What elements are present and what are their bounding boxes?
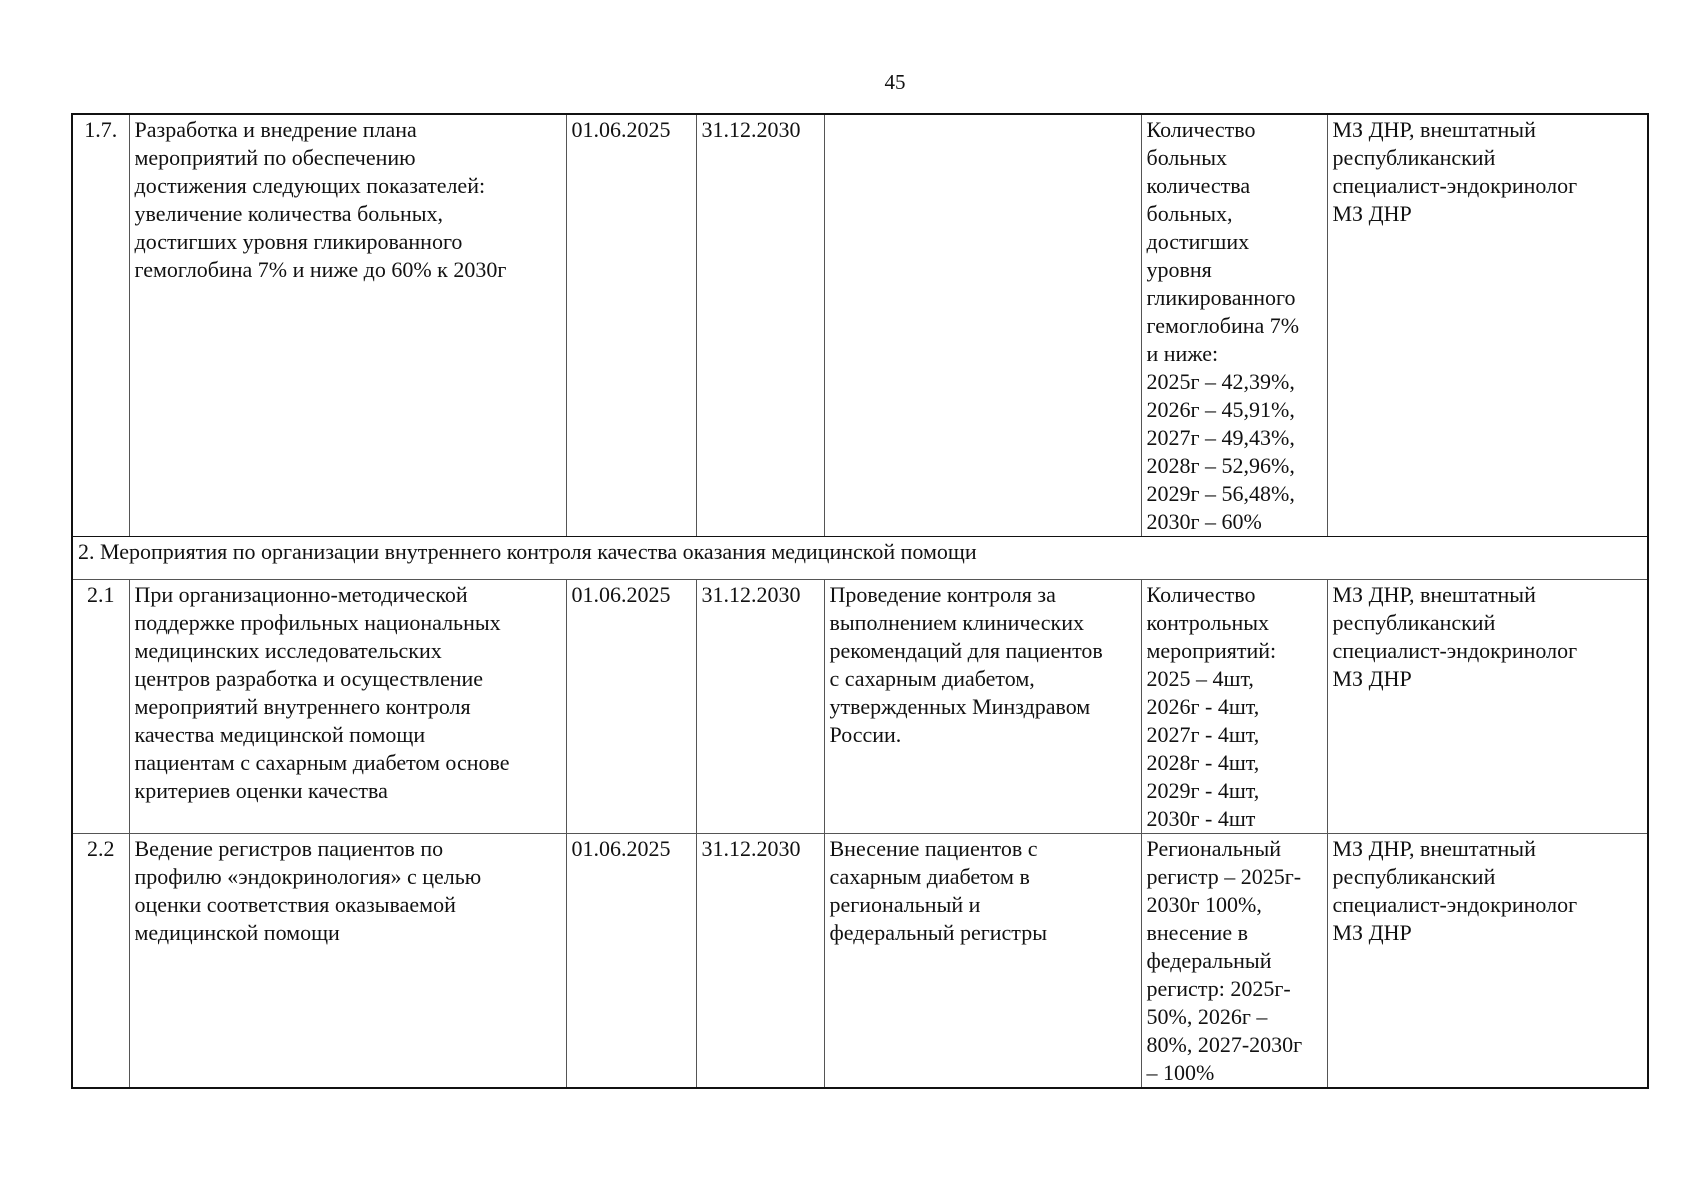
cell-line: сахарным диабетом в	[829, 864, 1030, 889]
cell-line: федеральный	[1146, 948, 1272, 973]
cell-line: поддержке профильных национальных	[134, 610, 501, 635]
cell-line: региональный и	[829, 892, 981, 917]
cell-line: 2030г - 4шт	[1146, 806, 1256, 831]
cell-line: 2026г - 4шт,	[1146, 694, 1260, 719]
cell-line: 2028г - 4шт,	[1146, 750, 1260, 775]
cell-line: больных,	[1146, 201, 1233, 226]
cell-line: увеличение количества больных,	[134, 201, 444, 226]
cell-line: гликированного	[1146, 285, 1296, 310]
indicator-cell	[1141, 114, 1327, 537]
cell-line: специалист-эндокринолог	[1332, 173, 1578, 198]
cell-line: – 100%	[1146, 1060, 1215, 1085]
cell-line: уровня	[1146, 257, 1212, 282]
result-cell	[824, 580, 1141, 834]
cell-line: республиканский	[1332, 145, 1496, 170]
section-heading: 2. Мероприятия по организации внутреннего контроля качества оказания медицинской помощи	[72, 537, 1648, 580]
cell-line: 2029г - 4шт,	[1146, 778, 1260, 803]
section-heading-row	[72, 537, 1648, 580]
cell-line: федеральный регистры	[829, 920, 1047, 945]
cell-line: 2030г – 60%	[1146, 509, 1262, 534]
cell-line: профилю «эндокринология» с целью	[134, 864, 482, 889]
row-number: 2.1	[72, 580, 129, 834]
cell-line: мероприятий по обеспечению	[134, 145, 416, 170]
cell-line: 2030г 100%,	[1146, 892, 1262, 917]
cell-line: выполнением клинических	[829, 610, 1084, 635]
cell-line: внесение в	[1146, 920, 1248, 945]
cell-line: рекомендаций для пациентов	[829, 638, 1103, 663]
row-number: 1.7.	[72, 114, 129, 537]
cell-line: медицинских исследовательских	[134, 638, 442, 663]
cell-line: МЗ ДНР, внештатный	[1332, 836, 1536, 861]
cell-line: количества	[1146, 173, 1251, 198]
cell-line: России.	[829, 722, 902, 747]
cell-line: оценки соответствия оказываемой	[134, 892, 456, 917]
cell-line: 2029г – 56,48%,	[1146, 481, 1295, 506]
cell-line: специалист-эндокринолог	[1332, 638, 1578, 663]
cell-line: регистр – 2025г-	[1146, 864, 1302, 889]
cell-line: медицинской помощи	[134, 920, 340, 945]
cell-line: Количество	[1146, 582, 1256, 607]
cell-line: и ниже:	[1146, 341, 1219, 366]
cell-line: республиканский	[1332, 864, 1496, 889]
table-row	[72, 114, 1648, 537]
cell-line: республиканский	[1332, 610, 1496, 635]
cell-line: 2027г - 4шт,	[1146, 722, 1260, 747]
table-row	[72, 580, 1648, 834]
cell-line: достигших уровня гликированного	[134, 229, 463, 254]
cell-line: МЗ ДНР	[1332, 666, 1412, 691]
indicator-cell	[1141, 834, 1327, 1089]
cell-line: больных	[1146, 145, 1227, 170]
row-number: 2.2	[72, 834, 129, 1089]
responsible-cell	[1327, 580, 1648, 834]
start-date-cell: 01.06.2025	[566, 580, 696, 834]
cell-line: МЗ ДНР, внештатный	[1332, 117, 1536, 142]
cell-line: регистр: 2025г-	[1146, 976, 1291, 1001]
cell-line: мероприятий внутреннего контроля	[134, 694, 471, 719]
result-cell	[824, 834, 1141, 1089]
indicator-cell	[1141, 580, 1327, 834]
end-date-cell: 31.12.2030	[696, 580, 824, 834]
cell-line: МЗ ДНР	[1332, 201, 1412, 226]
cell-line: МЗ ДНР, внештатный	[1332, 582, 1536, 607]
cell-line: достигших	[1146, 229, 1250, 254]
cell-line: Региональный	[1146, 836, 1282, 861]
cell-line: 2027г – 49,43%,	[1146, 425, 1295, 450]
cell-line: мероприятий:	[1146, 638, 1277, 663]
end-date-cell: 31.12.2030	[696, 834, 824, 1089]
cell-line: утвержденных Минздравом	[829, 694, 1091, 719]
cell-line: 2025 – 4шт,	[1146, 666, 1254, 691]
cell-line: 2028г – 52,96%,	[1146, 453, 1295, 478]
cell-line: гемоглобина 7%	[1146, 313, 1300, 338]
start-date-cell: 01.06.2025	[566, 114, 696, 537]
start-date-cell: 01.06.2025	[566, 834, 696, 1089]
responsible-cell	[1327, 834, 1648, 1089]
activities-table	[71, 113, 1649, 1089]
result-cell	[824, 114, 1141, 537]
cell-line: 2025г – 42,39%,	[1146, 369, 1295, 394]
cell-line: 80%, 2027-2030г	[1146, 1032, 1303, 1057]
responsible-cell	[1327, 114, 1648, 537]
cell-line: При организационно-методической	[134, 582, 468, 607]
table-row	[72, 834, 1648, 1089]
activity-cell	[129, 580, 566, 834]
cell-line: гемоглобина 7% и ниже до 60% к 2030г	[134, 257, 507, 282]
end-date-cell: 31.12.2030	[696, 114, 824, 537]
cell-line: Разработка и внедрение плана	[134, 117, 417, 142]
cell-line: МЗ ДНР	[1332, 920, 1412, 945]
cell-line: пациентам с сахарным диабетом основе	[134, 750, 510, 775]
cell-line: 2026г – 45,91%,	[1146, 397, 1295, 422]
cell-line: критериев оценки качества	[134, 778, 388, 803]
cell-line: с сахарным диабетом,	[829, 666, 1035, 691]
cell-line: контрольных	[1146, 610, 1270, 635]
cell-line: специалист-эндокринолог	[1332, 892, 1578, 917]
activity-cell	[129, 834, 566, 1089]
page-number: 45	[884, 70, 906, 94]
cell-line: качества медицинской помощи	[134, 722, 426, 747]
cell-line: Количество	[1146, 117, 1256, 142]
cell-line: Внесение пациентов с	[829, 836, 1038, 861]
activity-cell	[129, 114, 566, 537]
cell-line: Проведение контроля за	[829, 582, 1056, 607]
cell-line: центров разработка и осуществление	[134, 666, 484, 691]
cell-line: Ведение регистров пациентов по	[134, 836, 444, 861]
cell-line: достижения следующих показателей:	[134, 173, 486, 198]
cell-line: 50%, 2026г –	[1146, 1004, 1268, 1029]
